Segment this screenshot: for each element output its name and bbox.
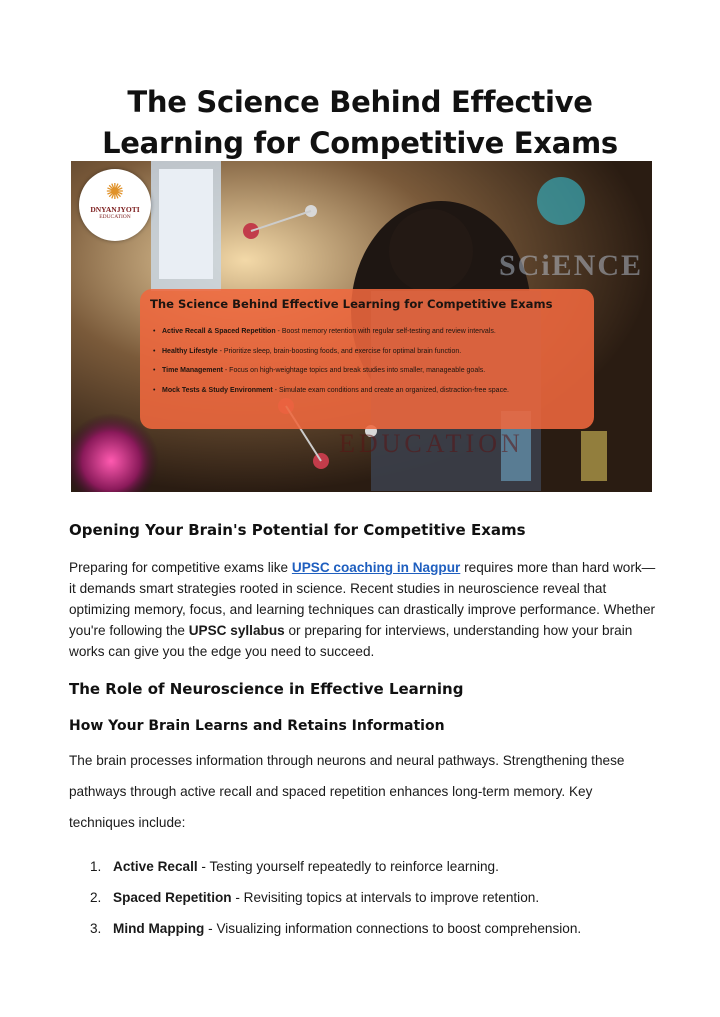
intro-paragraph: Preparing for competitive exams like UPSC coaching in Nagpur requires more than hard work—it demands smart strategies rooted in science. Recent studies in neuroscience reveal that optimizing memory, focus, and learning techniques can drastically improve performance. Whether you're following the UPSC syllabus or preparing for interviews, understanding how your brain works can give you the edge you need to succeed. [69,560,656,659]
subheading-brain-learns: How Your Brain Learns and Retains Information [69,718,445,734]
card-title: The Science Behind Effective Learning for Competitive Exams [150,297,553,311]
brain-process-paragraph: The brain processes information through neurons and neural pathways. Strengthening these pathways through active recall and spaced repetition enhances long-term memory. Key techniques include: [69,753,625,830]
card-bullet: • Active Recall & Spaced Repetition - Boost memory retention with regular self-testing and review intervals. [162,327,509,336]
science-decor-text: SCiENCE [499,249,644,282]
techniques-list [69,856,659,949]
title-line-2: Learning for Competitive Exams [102,126,618,160]
card-bullet: • Mock Tests & Study Environment - Simulate exam conditions and create an organized, distraction-free space. [162,386,509,395]
list-item: 3. Mind Mapping - Visualizing information connections to boost comprehension. [90,921,582,936]
card-bullet: • Time Management - Focus on high-weightage topics and break studies into smaller, manageable goals. [162,366,509,375]
upsc-coaching-link[interactable]: UPSC coaching in Nagpur [291,560,461,575]
logo-brand: DNYANJYOTI [90,205,140,214]
section-heading-neuroscience: The Role of Neuroscience in Effective Learning [69,680,464,698]
brand-logo [79,169,151,241]
section-heading-brain-potential: Opening Your Brain's Potential for Competitive Exams [69,521,526,539]
page-title [0,82,720,164]
hero-summary-card [140,289,594,429]
title-line-1: The Science Behind Effective [127,85,593,119]
card-bullet-list [140,327,509,405]
list-item: 2. Spaced Repetition - Revisiting topics at intervals to improve retention. [90,890,540,905]
upsc-syllabus-bold: UPSC syllabus [188,623,285,638]
list-item: 1. Active Recall - Testing yourself repeatedly to reinforce learning. [90,859,499,874]
card-bullet: • Healthy Lifestyle - Prioritize sleep, brain-boosting foods, and exercise for optimal brain function. [162,347,509,356]
watermark-text: EDUCATION [339,429,524,458]
hero-image [71,161,652,492]
lamp-icon: ✺ [105,179,125,204]
logo-subtitle: EDUCATION [99,214,131,220]
